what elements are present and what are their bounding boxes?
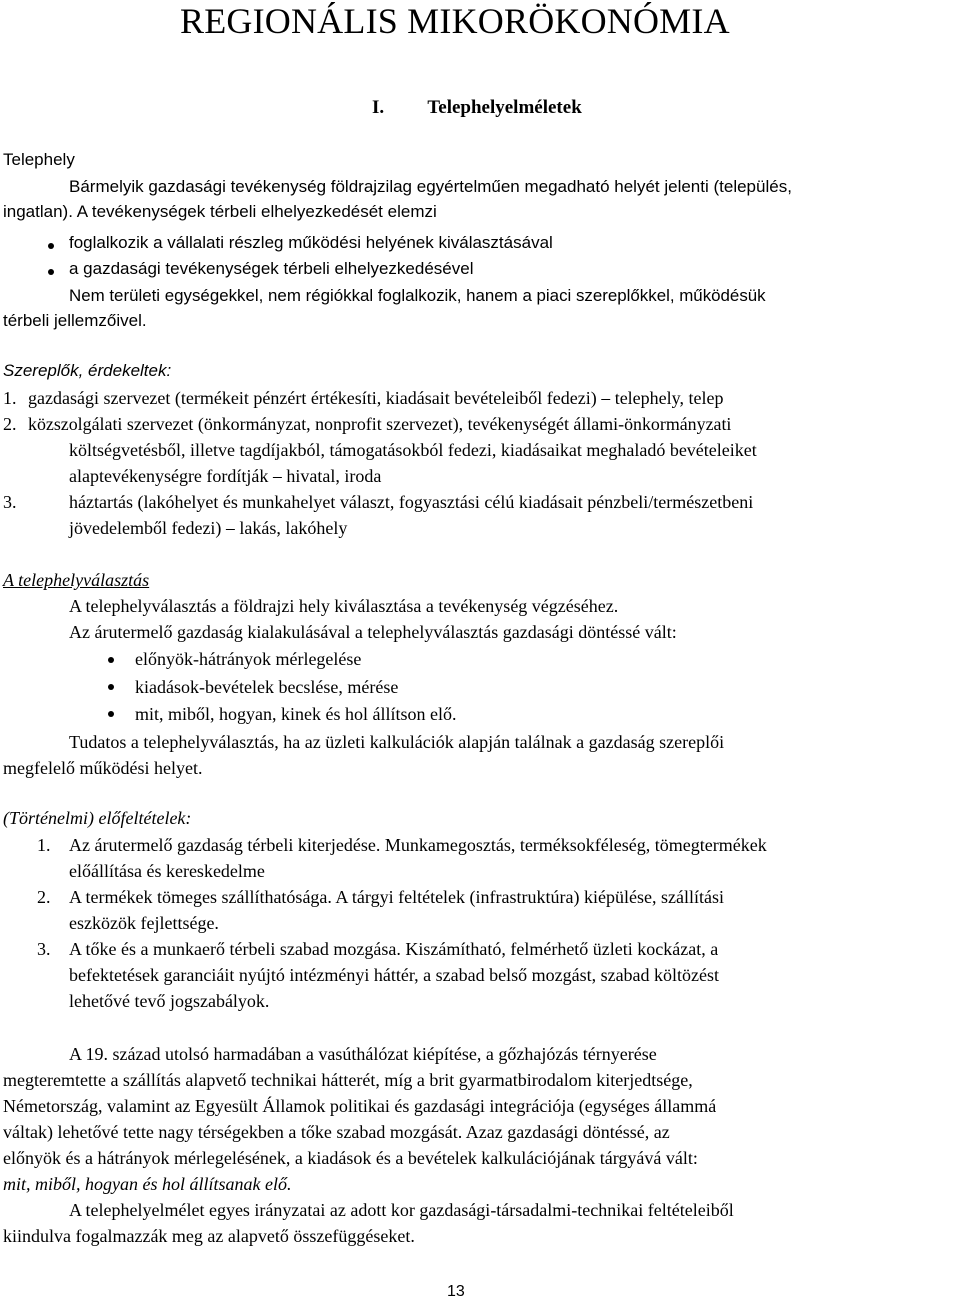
section-heading-choice: A telephelyválasztás: [3, 570, 150, 590]
paragraph-line: A telephelyelmélet egyes irányzatai az adott kor gazdasági-társadalmi-technikai feltételeiből: [69, 1200, 734, 1220]
list-number: 1.: [3, 388, 17, 408]
bullet-icon: [108, 684, 114, 690]
bullet-icon: [108, 711, 114, 717]
list-item: a gazdasági tevékenységek térbeli elhelyezkedésével: [69, 259, 474, 278]
paragraph-line: megfelelő működési helyet.: [3, 758, 203, 778]
paragraph-line: Nem területi egységekkel, nem régiókkal foglalkozik, hanem a piaci szereplőkkel, működésük: [69, 286, 766, 305]
definition-line: Bármelyik gazdasági tevékenység földrajzilag egyértelműen megadható helyét jelenti (település,: [69, 177, 792, 196]
paragraph-line: váltak) lehetővé tette nagy térségekben a tőke szabad mozgását. Azaz gazdasági döntéssé, az: [3, 1122, 670, 1142]
list-item-line: gazdasági szervezet (termékeit pénzért értékesíti, kiadásait bevételeiből fedezi) ⎯ telephely, telep: [28, 388, 724, 408]
paragraph-line-italic: mit, miből, hogyan és hol állítsanak elő.: [3, 1174, 292, 1194]
list-number: 3.: [3, 492, 17, 512]
section-heading-actors: Szereplők, érdekeltek:: [3, 361, 172, 380]
paragraph-line: A 19. század utolsó harmadában a vasúthálózat kiépítése, a gőzhajózás térnyerése: [69, 1044, 657, 1064]
paragraph-line: Tudatos a telephelyválasztás, ha az üzleti kalkulációk alapján találnak a gazdaság szereplői: [69, 732, 725, 752]
paragraph-line: A telephelyválasztás a földrajzi hely kiválasztása a tevékenység végzéséhez.: [69, 596, 619, 616]
list-item-line: A termékek tömeges szállíthatósága. A tárgyi feltételek (infrastruktúra) kiépülése, szállítási: [69, 887, 724, 907]
list-item-line: költségvetésből, illetve tagdíjakból, támogatásokból fedezi, kiadásaikat meghaladó bevételeiket: [69, 440, 757, 460]
list-number: 2.: [37, 887, 51, 907]
chapter-number: I.: [372, 97, 385, 118]
section-heading-telephely: Telephely: [3, 150, 75, 169]
list-number: 1.: [37, 835, 51, 855]
paragraph-line: megteremtette a szállítás alapvető technikai hátterét, míg a brit gyarmatbirodalom kiterjedtsége,: [3, 1070, 693, 1090]
list-item-line: háztartás (lakóhelyet és munkahelyet választ, fogyasztási célú kiadásait pénzbeli/természetbeni: [69, 492, 754, 512]
definition-line: ingatlan). A tevékenységek térbeli elhelyezkedését elemzi: [3, 202, 437, 221]
list-item-line: alaptevékenységre fordítják ⎯ hivatal, iroda: [69, 466, 382, 486]
section-heading-preconditions: (Történelmi) előfeltételek:: [3, 808, 192, 828]
list-item: foglalkozik a vállalati részleg működési helyének kiválasztásával: [69, 233, 553, 252]
chapter-heading: [372, 95, 582, 121]
paragraph-line: előnyök és a hátrányok mérlegelésének, a kiadások és a bevételek kalkulációjának tárgyává vált:: [3, 1148, 698, 1168]
page-number: 13: [447, 1283, 465, 1300]
paragraph-line: térbeli jellemzőivel.: [3, 311, 147, 330]
paragraph-line: kiindulva fogalmazzák meg az alapvető összefüggéseket.: [3, 1226, 415, 1246]
list-item: mit, miből, hogyan, kinek és hol állítson elő.: [135, 704, 457, 724]
paragraph-line: Németország, valamint az Egyesült Államok politikai és gazdasági integrációja (egységes állammá: [3, 1096, 717, 1116]
chapter-title: Telephelyelméletek: [427, 97, 582, 118]
bullet-icon: [48, 243, 54, 249]
list-item-line: Az árutermelő gazdaság térbeli kiterjedése. Munkamegosztás, terméksokféleség, tömegtermékek: [69, 835, 767, 855]
bullet-icon: [48, 269, 54, 275]
list-item-line: előállítása és kereskedelme: [69, 861, 265, 881]
list-number: 3.: [37, 939, 51, 959]
list-item-line: lehetővé tevő jogszabályok.: [69, 991, 270, 1011]
list-item-line: befektetések garanciáit nyújtó intézményi háttér, a szabad belső mozgást, szabad költözést: [69, 965, 720, 985]
bullet-icon: [108, 657, 114, 663]
list-item-line: A tőke és a munkaerő térbeli szabad mozgása. Kiszámítható, felmérhető üzleti kockázat, a: [69, 939, 719, 959]
list-item: kiadások-bevételek becslése, mérése: [135, 677, 399, 697]
list-item: előnyök-hátrányok mérlegelése: [135, 649, 362, 669]
list-item-line: jövedelemből fedezi) ⎯ lakás, lakóhely: [69, 518, 348, 538]
list-number: 2.: [3, 414, 17, 434]
page-title: REGIONÁLIS MIKORÖKONÓMIA: [180, 1, 730, 41]
paragraph-line: Az árutermelő gazdaság kialakulásával a telephelyválasztás gazdasági döntéssé vált:: [69, 622, 677, 642]
list-item-line: közszolgálati szervezet (önkormányzat, nonprofit szervezet), tevékenységét állami-önkormányzati: [28, 414, 732, 434]
list-item-line: eszközök fejlettsége.: [69, 913, 219, 933]
